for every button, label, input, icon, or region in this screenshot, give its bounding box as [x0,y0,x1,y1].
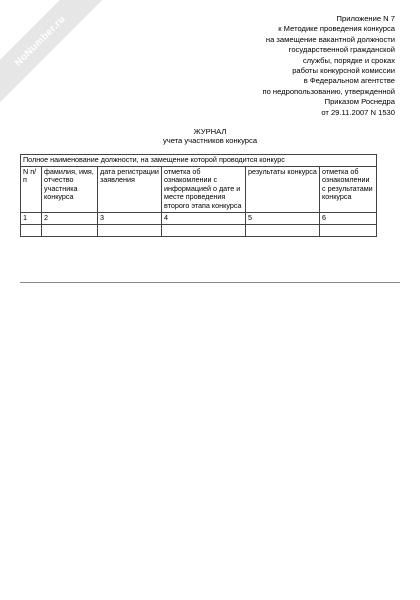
column-header: N п/п [21,166,42,212]
column-number: 1 [21,212,42,224]
column-header: результаты конкурса [246,166,320,212]
column-number: 3 [98,212,162,224]
column-number: 5 [246,212,320,224]
journal-title: ЖУРНАЛ [193,127,227,136]
column-number: 2 [42,212,98,224]
position-header-cell: Полное наименование должности, на замещение которой проводится конкурс [21,155,377,167]
appendix-line: в Федеральном агентстве [303,76,395,86]
appendix-line: службы, порядке и сроках [302,55,395,65]
appendix-line: государственной гражданской [288,45,395,55]
watermark [0,0,107,108]
divider [20,282,400,283]
column-number: 6 [320,212,377,224]
table-header-row [21,166,377,212]
table-cell [162,224,246,236]
column-number: 4 [162,212,246,224]
table-number-row [21,212,377,224]
table-cell [21,224,42,236]
table-cell [246,224,320,236]
appendix-line: работы конкурсной комиссии [292,66,395,76]
table-cell [42,224,98,236]
appendix-line: на замещение вакантной должности [265,34,395,44]
table-cell [320,224,377,236]
appendix-line: по недропользованию, утвержденной [262,86,395,96]
table-cell [98,224,162,236]
watermark-text: NoNumber.ru [12,13,68,69]
table-position-row [21,155,377,167]
column-header: отметка об ознакомлении с результатами конкурса [320,166,377,212]
participants-table [20,154,377,237]
table-row [21,224,377,236]
appendix-line: Приказом Роснедра [324,97,395,107]
journal-subtitle: учета участников конкурса [162,136,258,145]
column-header: фамилия, имя, отчество участника конкурса [42,166,98,212]
column-header: отметка об ознакомлении с информацией о дате и месте проведения второго этапа конкурса [162,166,246,212]
appendix-line: Приложение N 7 [336,14,395,23]
column-header: дата регистрации заявления [98,166,162,212]
appendix-block [195,14,395,118]
appendix-line: от 29.11.2007 N 1530 [321,107,395,117]
appendix-line: к Методике проведения конкурса [278,24,395,34]
